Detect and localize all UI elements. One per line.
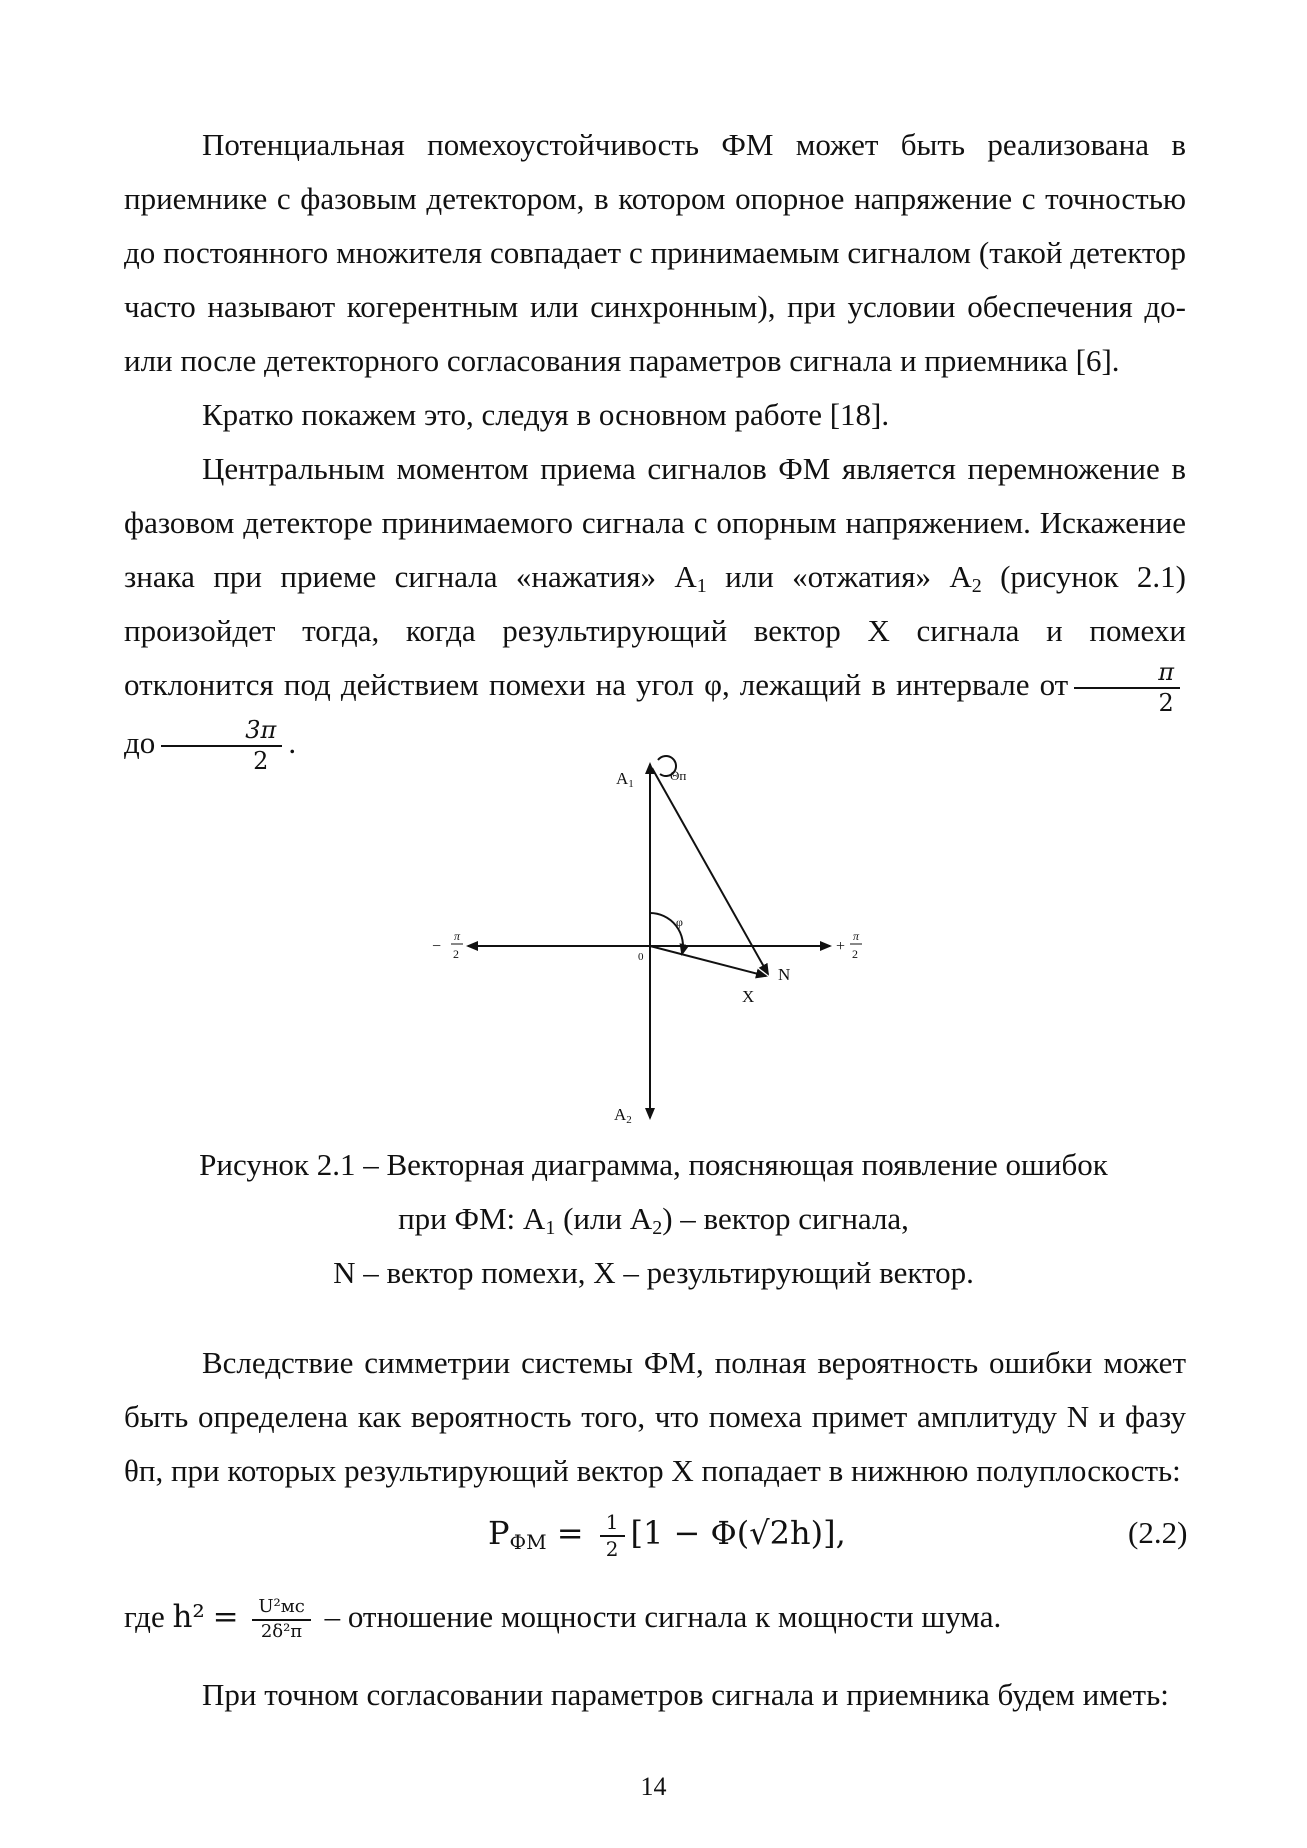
fraction-denominator: 2 [605, 1536, 619, 1561]
label-plus-sign: + [836, 938, 846, 955]
caption-line-1: Рисунок 2.1 – Векторная диаграмма, поясняющая появление ошибок [199, 1147, 1108, 1182]
label-a2: A2 [614, 1105, 632, 1126]
where-prefix: где [124, 1599, 165, 1634]
caption-text: (или A [555, 1201, 653, 1236]
paragraph-4-line-3: θп, при которых результирующий вектор X попадает в нижнюю полуплоскость: [124, 1453, 1181, 1488]
label-minus-sign: − [432, 938, 442, 955]
fraction-numerator: 3π [161, 718, 282, 747]
paragraph-3-text-a: Центральным моментом приема сигналов ФМ является перемножение в фазовом детекторе принимаемого сигнала с опорным напряжением. Искажение знака при приеме сигнала «нажатия» A [124, 451, 1186, 594]
fraction-3pi-over-2 [161, 715, 282, 775]
caption-line-3: N – вектор помехи, X – результирующий вектор. [333, 1255, 974, 1290]
fraction-numerator: U²мс [252, 1598, 310, 1621]
formula-lhs-subscript: ФМ [509, 1530, 547, 1554]
label-a1: A1 [616, 769, 634, 790]
label-right-pi: π [853, 929, 860, 943]
paragraph-2: Кратко покажем это, следуя в основном работе [18]. [202, 397, 890, 432]
where-suffix: – отношение мощности сигнала к мощности шума. [324, 1599, 1002, 1634]
equation-number: (2.2) [1128, 1515, 1188, 1550]
formula-body: [1 − Φ(√2h)], [630, 1514, 846, 1552]
formula-equals: = [556, 1514, 584, 1552]
label-left-pi: π [454, 929, 461, 943]
paragraph-3-text-c: (рисунок 2.1) произойдет тогда, когда результирующий вектор X сигнала и помехи отклонится под действием помехи на угол φ, лежащий в интервале от [124, 559, 1186, 702]
fraction-denominator: 2 [1158, 688, 1174, 717]
paragraph-3-between: до [124, 725, 156, 761]
label-right-two: 2 [852, 947, 858, 961]
where-clause [124, 1590, 1001, 1644]
label-left-two: 2 [453, 947, 459, 961]
paragraph-5: При точном согласовании параметров сигнала и приемника будем иметь: [202, 1677, 1169, 1712]
label-theta: Θп [670, 768, 687, 783]
caption-text: ) – вектор сигнала, [662, 1201, 909, 1236]
fraction-numerator: π [1074, 660, 1180, 689]
vector-diagram [420, 748, 890, 1128]
subscript-1: 1 [696, 575, 707, 597]
paragraph-3-text-b: или «отжатия» A [706, 559, 972, 594]
caption-line-2 [0, 1192, 1307, 1246]
formula-half [600, 1509, 625, 1561]
formula-2-2 [488, 1506, 846, 1560]
vector-n [652, 768, 768, 974]
where-equals: = [212, 1599, 239, 1635]
paragraph-1: Потенциальная помехоустойчивость ФМ может быть реализована в приемнике с фазовым детектором, в котором опорное напряжение с точностью до постоянного множителя совпадает с принимаемым сигналом (такой детектор часто называют когерентным или синхронным), при условии обеспечения до- или после детекторного согласования параметров сигнала и приемника [6]. [124, 127, 1186, 378]
caption-subscript-2: 2 [652, 1217, 663, 1239]
subscript-2: 2 [971, 575, 982, 597]
page-number: 14 [640, 1772, 667, 1801]
caption-subscript-1: 1 [545, 1217, 556, 1239]
paragraph-4-line-1: Вследствие симметрии системы ФМ, полная вероятность ошибки может [202, 1345, 1186, 1380]
paragraph-4-line-2: быть определена как вероятность того, что помеха примет амплитуду N и фазу [124, 1399, 1186, 1434]
label-phi: φ [676, 915, 683, 929]
where-h2: h² [172, 1599, 205, 1635]
fraction-denominator: 2 [253, 746, 269, 775]
label-x: X [742, 987, 755, 1006]
fraction-pi-over-2 [1074, 657, 1180, 717]
label-origin: 0 [638, 951, 644, 963]
where-fraction [252, 1598, 310, 1642]
fraction-denominator: 2δ²п [260, 1620, 303, 1642]
caption-text: при ФМ: A [398, 1201, 546, 1236]
fraction-numerator: 1 [600, 1512, 625, 1537]
label-n: N [778, 965, 791, 984]
formula-lhs: P [488, 1514, 510, 1552]
vector-x [650, 946, 766, 976]
paragraph-3-end: . [288, 725, 297, 761]
paragraph-3 [124, 442, 1186, 774]
